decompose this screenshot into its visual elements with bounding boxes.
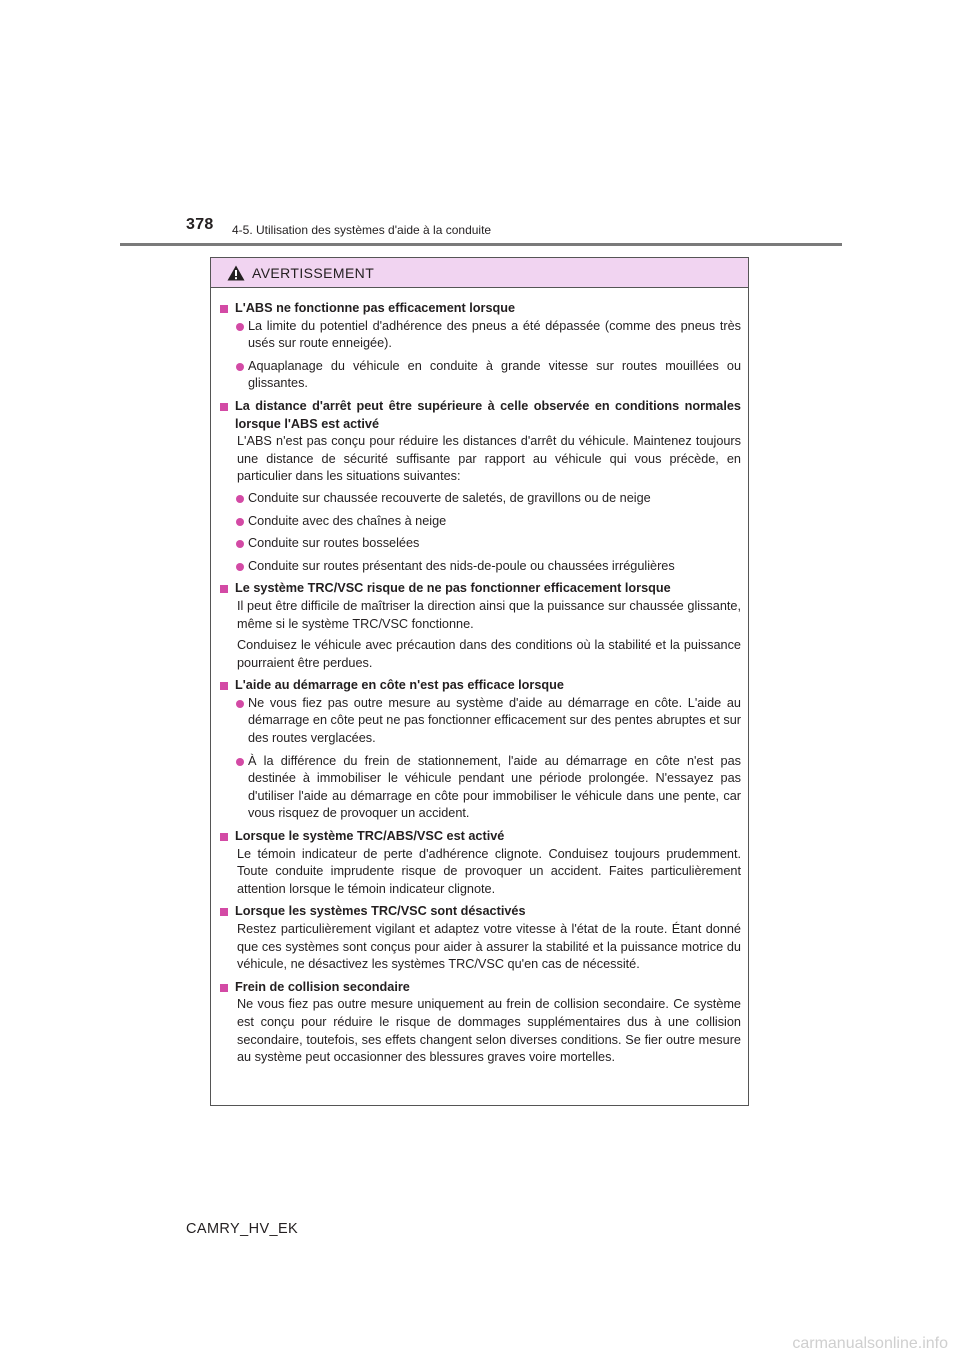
square-bullet-icon bbox=[220, 833, 228, 841]
warning-item bbox=[220, 398, 741, 575]
warning-item bbox=[220, 828, 741, 898]
square-bullet-icon bbox=[220, 984, 228, 992]
bullet-item bbox=[236, 558, 741, 576]
round-bullet-icon bbox=[236, 495, 244, 503]
round-bullet-icon bbox=[236, 518, 244, 526]
bullet-text: Conduite sur routes présentant des nids-de-poule ou chaussées irrégulières bbox=[248, 558, 675, 573]
warning-triangle-icon bbox=[227, 265, 245, 281]
section-title: 4-5. Utilisation des systèmes d'aide à la conduite bbox=[232, 223, 492, 237]
warning-item bbox=[220, 300, 741, 393]
bullet-item bbox=[236, 513, 741, 531]
round-bullet-icon bbox=[236, 758, 244, 766]
item-paragraph: Conduisez le véhicule avec précaution dans des conditions où la stabilité et la puissance pourraient être perdues. bbox=[237, 638, 741, 670]
bullet-text: À la différence du frein de stationnement, l'aide au démarrage en côte n'est pas destinée à immobiliser le véhicule pendant une période prolongée. N'essayez pas d'utiliser l'aide au démarrage en côte pour immobiliser le véhicule dans une pente, car vous risquez de provoquer un accident. bbox=[248, 753, 741, 821]
warning-item bbox=[220, 677, 741, 823]
warning-item bbox=[220, 580, 741, 672]
item-heading-text: L'aide au démarrage en côte n'est pas efficace lorsque bbox=[235, 678, 564, 693]
bullet-item bbox=[236, 695, 741, 748]
item-paragraph: Le témoin indicateur de perte d'adhérence clignote. Conduisez toujours prudemment. Toute conduite imprudente risque de provoquer un accident. Faites particulièrement attention lorsque le témoin indicateur clignote. bbox=[237, 846, 741, 896]
item-heading bbox=[220, 580, 741, 598]
warning-body bbox=[211, 288, 748, 1067]
item-heading-text: Frein de collision secondaire bbox=[235, 979, 410, 994]
round-bullet-icon bbox=[236, 323, 244, 331]
bullet-text: Conduite avec des chaînes à neige bbox=[248, 513, 447, 528]
bullet-text: Ne vous fiez pas outre mesure au système d'aide au démarrage en côte. L'aide au démarrage en côte peut ne pas fonctionner efficacement sur des pentes abruptes et sur des routes verglacées. bbox=[248, 695, 741, 746]
bullet-item bbox=[236, 358, 741, 393]
model-code: CAMRY_HV_EK bbox=[186, 1221, 299, 1237]
item-heading bbox=[220, 828, 741, 846]
warning-item bbox=[220, 903, 741, 973]
warning-header bbox=[211, 258, 748, 288]
item-heading-text: Le système TRC/VSC risque de ne pas fonctionner efficacement lorsque bbox=[235, 581, 671, 596]
square-bullet-icon bbox=[220, 585, 228, 593]
warning-label: AVERTISSEMENT bbox=[252, 264, 375, 281]
warning-item bbox=[220, 979, 741, 1067]
square-bullet-icon bbox=[220, 908, 228, 916]
bullet-item bbox=[236, 318, 741, 353]
warning-box bbox=[210, 257, 749, 1106]
round-bullet-icon bbox=[236, 540, 244, 548]
bullet-text: Conduite sur chaussée recouverte de saletés, de gravillons ou de neige bbox=[248, 490, 651, 505]
item-paragraph: Restez particulièrement vigilant et adaptez votre vitesse à l'état de la route. Étant donné que ces systèmes sont conçus pour aider à assurer la stabilité et la puissance motrice du véhicule, ne désactivez les systèmes TRC/VSC qu'en cas de nécessité. bbox=[237, 922, 741, 972]
item-heading-text: Lorsque le système TRC/ABS/VSC est activé bbox=[235, 829, 505, 844]
square-bullet-icon bbox=[220, 403, 228, 411]
bullet-item bbox=[236, 535, 741, 553]
bullet-text: Conduite sur routes bosselées bbox=[248, 536, 420, 551]
item-paragraph: Il peut être difficile de maîtriser la direction ainsi que la puissance sur chaussée glissante, même si le système TRC/VSC fonctionne. bbox=[237, 598, 741, 631]
round-bullet-icon bbox=[236, 563, 244, 571]
round-bullet-icon bbox=[236, 700, 244, 708]
item-heading bbox=[220, 903, 741, 921]
item-heading bbox=[220, 398, 741, 433]
watermark[interactable]: carmanualsonline.info bbox=[792, 1335, 948, 1352]
item-heading-text: L'ABS ne fonctionne pas efficacement lorsque bbox=[235, 301, 516, 315]
bullet-text: La limite du potentiel d'adhérence des pneus a été dépassée (comme des pneus très usés sur route enneigée). bbox=[248, 318, 741, 351]
bullet-item bbox=[236, 490, 741, 508]
square-bullet-icon bbox=[220, 682, 228, 690]
square-bullet-icon bbox=[220, 305, 228, 313]
bullet-text: Aquaplanage du véhicule en conduite à grande vitesse sur routes mouillées ou glissantes. bbox=[248, 358, 741, 391]
item-paragraph: L'ABS n'est pas conçu pour réduire les distances d'arrêt du véhicule. Maintenez toujours une distance de sécurité suffisante par rapport au véhicule qui vous précède, en particulier dans les situations suivantes: bbox=[237, 434, 741, 484]
item-heading-text: Lorsque les systèmes TRC/VSC sont désactivés bbox=[235, 904, 526, 919]
page-number: 378 bbox=[186, 216, 214, 233]
item-heading-text: La distance d'arrêt peut être supérieure à celle observée en conditions normales lorsque l'ABS est activé bbox=[235, 398, 741, 431]
item-heading bbox=[220, 979, 741, 997]
item-heading bbox=[220, 300, 741, 318]
item-heading bbox=[220, 677, 741, 695]
round-bullet-icon bbox=[236, 363, 244, 371]
header-rule bbox=[120, 243, 842, 246]
item-paragraph: Ne vous fiez pas outre mesure uniquement au frein de collision secondaire. Ce système est conçu pour réduire le risque de dommages supplémentaires dus à une collision secondaire, toutefois, ses effets changent selon diverses conditions. Se fier outre mesure au système peut occasionner des blessures graves voire mortelles. bbox=[237, 997, 741, 1065]
bullet-item bbox=[236, 753, 741, 823]
